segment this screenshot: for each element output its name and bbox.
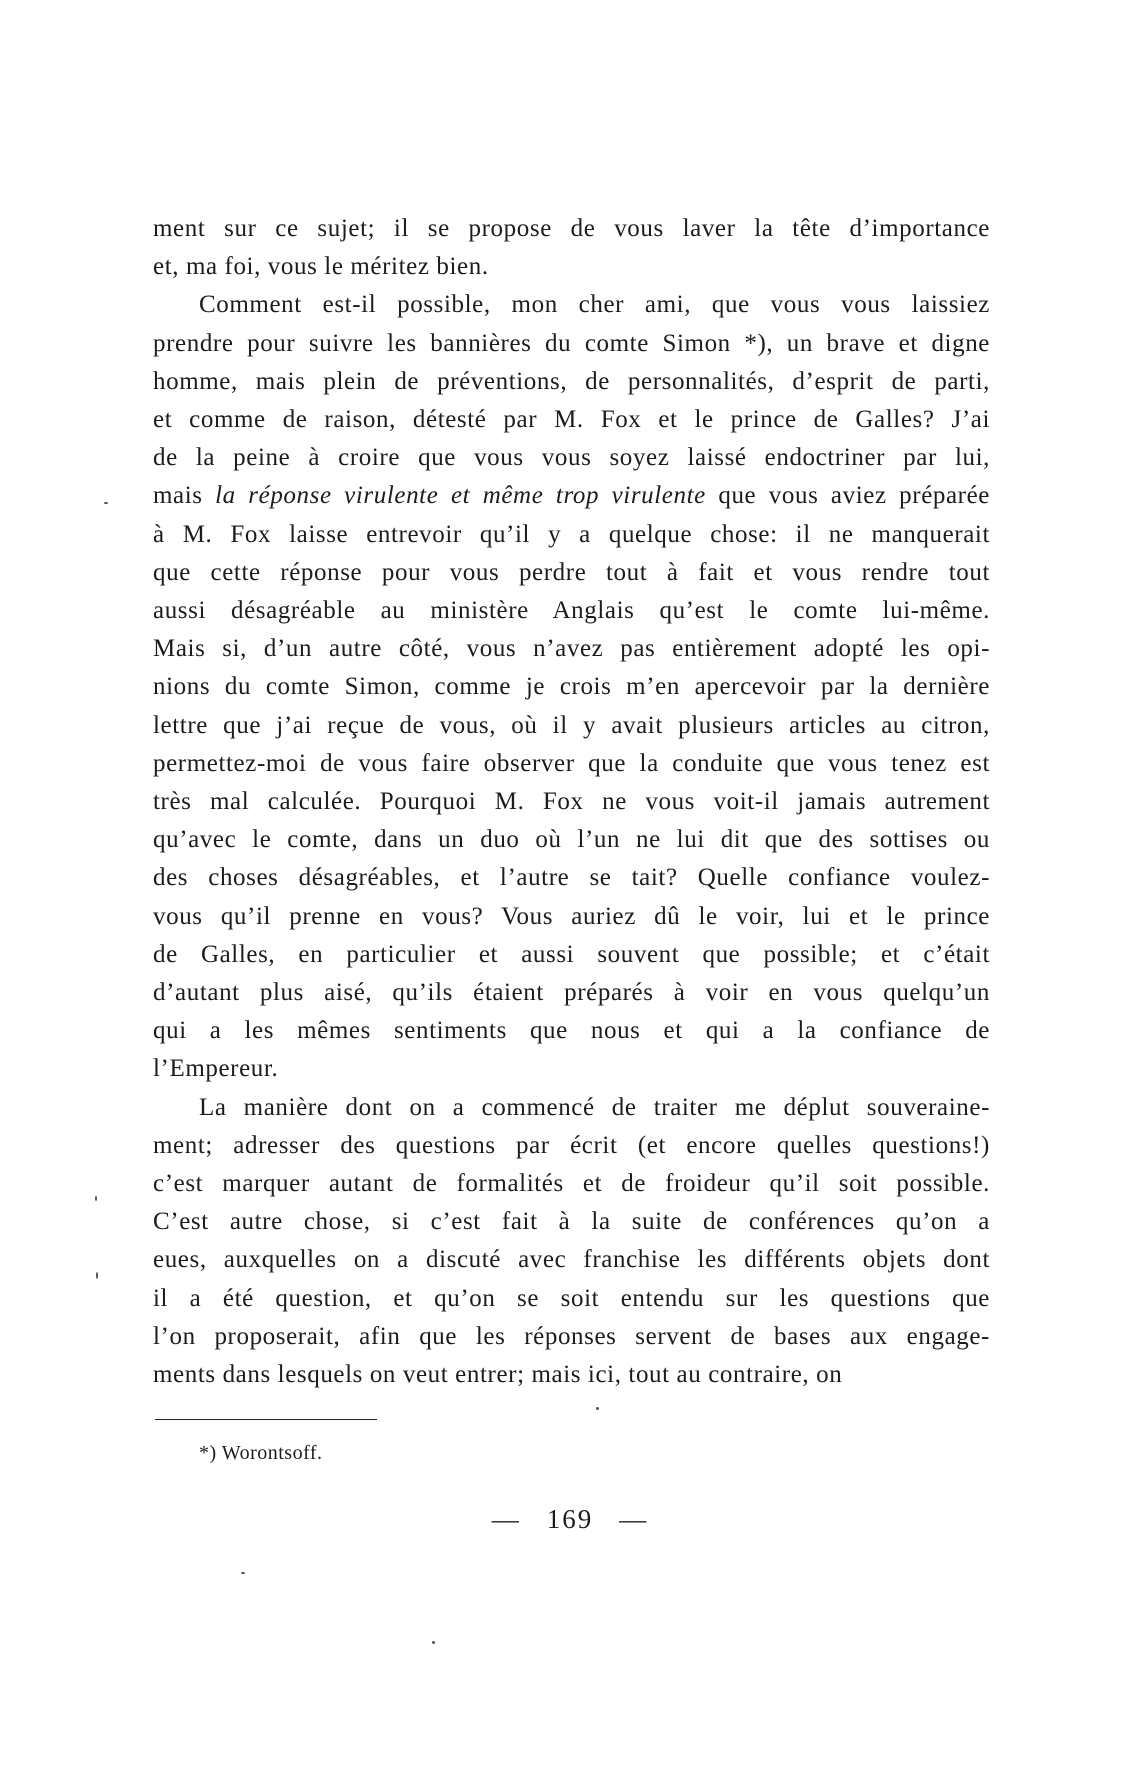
scan-speck: [241, 1572, 245, 1574]
text-line: des choses désagréables, et l’autre se tait? Quelle confiance voulez-: [153, 864, 990, 892]
text-line: C’est autre chose, si c’est fait à la suite de conférences qu’on a: [153, 1208, 990, 1236]
text-line: Mais si, d’un autre côté, vous n’avez pas entièrement adopté les opi-: [153, 635, 990, 663]
scan-speck: [96, 1272, 98, 1279]
paragraph: [153, 1089, 990, 1395]
italic-quote: la réponse virulente et même trop virulente: [215, 482, 706, 510]
footnote: *) Worontsoff.: [199, 1442, 323, 1464]
page-number-dash-left: —: [491, 1504, 521, 1534]
text-line: ment sur ce sujet; il se propose de vous laver la tête d’importance: [153, 215, 990, 242]
text-line: ments dans lesquels on veut entrer; mais ici, tout au contraire, on: [153, 1361, 843, 1389]
page-number-line: [0, 1504, 1140, 1535]
scan-speck: [95, 1196, 97, 1201]
text-line: La manière dont on a commencé de traiter me déplut souveraine-: [199, 1093, 990, 1121]
text-line: à M. Fox laisse entrevoir qu’il y a quelque chose: il ne manquerait: [153, 520, 990, 548]
text-line: d’autant plus aisé, qu’ils étaient préparés à voir en vous quelqu’un: [153, 979, 990, 1007]
text-line: lettre que j’ai reçue de vous, où il y avait plusieurs articles au citron,: [153, 711, 990, 739]
text-line: homme, mais plein de préventions, de personnalités, d’esprit de parti,: [153, 367, 990, 395]
text-line: qui a les mêmes sentiments que nous et qui a la confiance de: [153, 1017, 990, 1045]
text-line: de Galles, en particulier et aussi souvent que possible; et c’était: [153, 940, 990, 968]
text-line: permettez-moi de vous faire observer que la conduite que vous tenez est: [153, 749, 990, 777]
text-line: l’Empereur.: [153, 1055, 279, 1083]
paragraph: [153, 210, 990, 286]
text-line: de la peine à croire que vous vous soyez laissé endoctriner par lui,: [153, 444, 990, 472]
text-line: très mal calculée. Pourquoi M. Fox ne vous voit-il jamais autrement: [153, 788, 990, 816]
text-line: et comme de raison, détesté par M. Fox et le prince de Galles? J’ai: [153, 406, 990, 434]
text-line: mais la réponse virulente et même trop virulente que vous aviez préparée: [153, 482, 991, 510]
text-line: que cette réponse pour vous perdre tout à fait et vous rendre tout: [153, 558, 990, 586]
page-number-dash-right: —: [619, 1504, 649, 1534]
text-line: ment; adresser des questions par écrit (et encore quelles questions!): [153, 1131, 990, 1159]
text-line: qu’avec le comte, dans un duo où l’un ne lui dit que des sottises ou: [153, 826, 990, 854]
text-line: vous qu’il prenne en vous? Vous auriez dû le voir, lui et le prince: [153, 902, 990, 930]
paragraph: [153, 286, 990, 1088]
text-line: et, ma foi, vous le méritez bien.: [153, 253, 489, 281]
text-line: Comment est-il possible, mon cher ami, que vous vous laissiez: [199, 291, 990, 319]
text-line: il a été question, et qu’on se soit entendu sur les questions que: [153, 1284, 990, 1312]
page-number: 169: [546, 1504, 594, 1534]
text-line: nions du comte Simon, comme je crois m’en apercevoir par la dernière: [153, 673, 990, 701]
text-line: l’on proposerait, afin que les réponses servent de bases aux engage-: [153, 1322, 990, 1350]
text-line: aussi désagréable au ministère Anglais qu’est le comte lui-même.: [153, 597, 990, 625]
scan-speck: [432, 1641, 435, 1644]
body-text: [153, 210, 990, 1394]
text-line: c’est marquer autant de formalités et de froideur qu’il soit possible.: [153, 1170, 990, 1198]
scan-speck: [596, 1407, 599, 1410]
text-line: prendre pour suivre les bannières du comte Simon *), un brave et digne: [153, 329, 990, 357]
footnote-rule: [155, 1419, 377, 1420]
text-line: eues, auxquelles on a discuté avec franchise les différents objets dont: [153, 1246, 990, 1274]
scan-speck: [104, 502, 108, 504]
